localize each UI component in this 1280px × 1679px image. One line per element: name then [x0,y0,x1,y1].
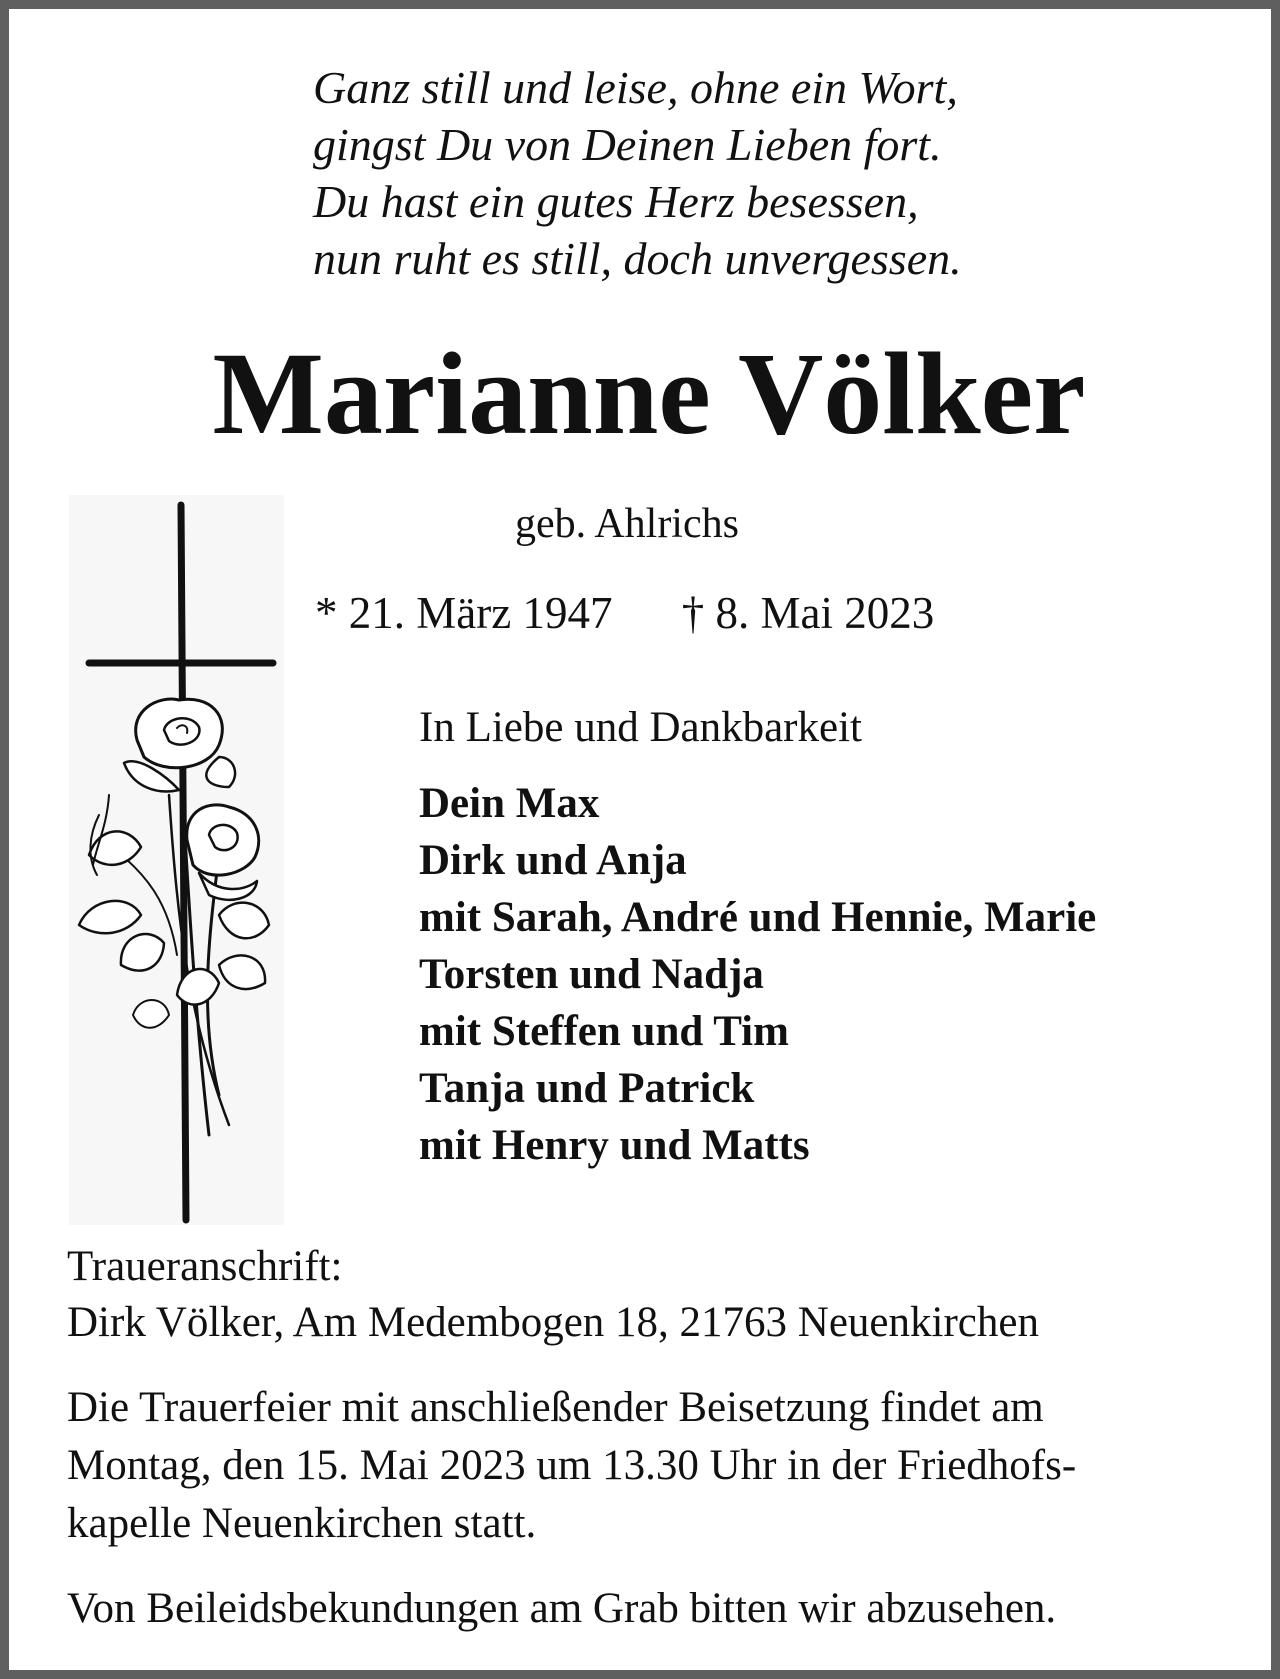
mourner-line: mit Sarah, André und Hennie, Marie [419,894,1097,941]
address-label: Traueranschrift: [67,1243,343,1290]
mourning-address [67,1239,1039,1351]
ceremony-line: Montag, den 15. Mai 2023 um 13.30 Uhr in der Friedhofs- [67,1442,1077,1489]
mourner-line: Dein Max [419,780,600,827]
mourners-greeting: In Liebe und Dankbarkeit [419,704,862,751]
mourner-line: Dirk und Anja [419,837,687,884]
cross-with-roses-icon [69,495,284,1225]
birth-date: * 21. März 1947 [315,588,613,638]
ceremony-info [67,1379,1076,1553]
address-value: Dirk Völker, Am Medembogen 18, 21763 Neuenkirchen [67,1299,1039,1346]
mourner-line: mit Steffen und Tim [419,1008,789,1055]
poem-line: Du hast ein gutes Herz besessen, [313,176,919,227]
condolence-note: Von Beileidsbekundungen am Grab bitten wir abzusehen. [67,1585,1057,1632]
mourners-list [419,775,1096,1174]
mourner-line: Tanja und Patrick [419,1065,755,1112]
maiden-name: geb. Ahlrichs [515,501,739,547]
death-date: † 8. Mai 2023 [681,588,935,638]
poem-line: Ganz still und leise, ohne ein Wort, [313,62,958,113]
mourner-line: mit Henry und Matts [419,1122,810,1169]
poem-line: nun ruht es still, doch unvergessen. [313,233,962,284]
deceased-name: Marianne Völker [212,328,1086,459]
ceremony-line: Die Trauerfeier mit anschließender Beisetzung findet am [67,1384,1044,1431]
cross-with-roses-drawing [69,495,284,1225]
life-dates [315,587,934,639]
poem [313,59,962,287]
ceremony-line: kapelle Neuenkirchen statt. [67,1500,537,1547]
mourner-line: Torsten und Nadja [419,951,764,998]
poem-line: gingst Du von Deinen Lieben fort. [313,119,942,170]
